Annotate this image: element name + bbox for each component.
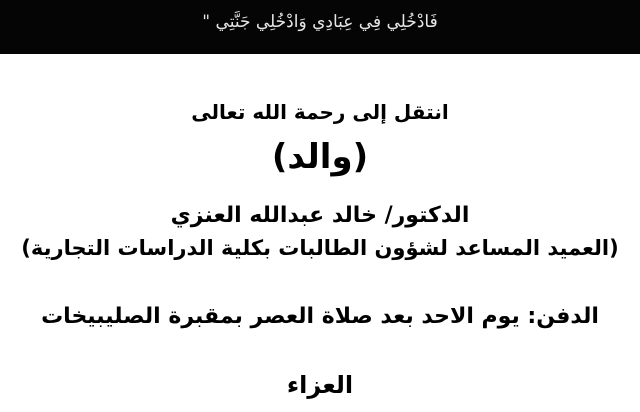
quran-verse-banner bbox=[0, 0, 640, 54]
announcement-heading: انتقل إلى رحمة الله تعالى bbox=[191, 100, 449, 124]
person-position: (العميد المساعد لشؤون الطالبات بكلية الدراسات التجارية) bbox=[21, 236, 619, 260]
person-name: الدكتور/ خالد عبدالله العنزي bbox=[170, 203, 470, 228]
burial-details: الدفن: يوم الاحد بعد صلاة العصر بمقبرة الصليبيخات bbox=[41, 304, 599, 329]
relation-title: (والد) bbox=[271, 137, 369, 177]
condolences-heading: العزاء bbox=[286, 371, 354, 399]
quran-verse-text: فَادْخُلِي فِي عِبَادِي وَادْخُلِي جَنَّتِي " bbox=[202, 12, 438, 32]
